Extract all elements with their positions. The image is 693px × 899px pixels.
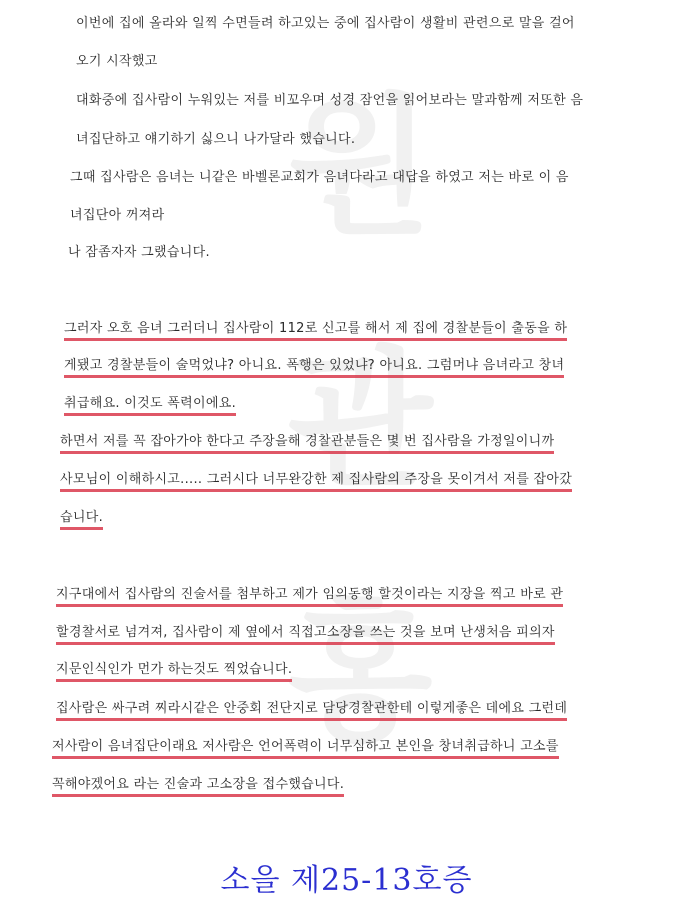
underlined-text-line: 습니다. xyxy=(60,510,103,530)
text-line: 녀집단하고 얘기하기 싫으니 나가달라 했습니다. xyxy=(76,132,356,147)
underlined-text-line: 꼭해야겠어요 라는 진술과 고소장을 접수했습니다. xyxy=(52,777,344,797)
underlined-text-line: 취급해요. 이것도 폭력이에요. xyxy=(64,396,236,416)
underlined-text-line: 저사람이 음녀집단이래요 저사람은 언어폭력이 너무심하고 본인을 창녀취급하니 고소를 xyxy=(52,739,559,759)
background-watermark xyxy=(150,40,570,800)
watermark-char: 홍 xyxy=(287,585,433,762)
watermark-char: 원 xyxy=(287,78,433,255)
underlined-text-line: 그러자 오호 음녀 그러더니 집사람이 112로 신고를 해서 제 집에 경찰분들이 출동을 하 xyxy=(64,321,567,341)
underlined-text-line: 지문인식인가 먼가 하는것도 찍었습니다. xyxy=(56,662,292,682)
text-line: 그때 집사람은 음녀는 니같은 바벨론교회가 음녀다라고 대답을 하였고 저는 바로 이 음 xyxy=(70,170,569,185)
underlined-text-line: 할경찰서로 넘겨져, 집사람이 제 옆에서 직접고소장을 쓰는 것을 보며 난생처음 피의자 xyxy=(56,625,555,645)
underlined-text-line: 게됐고 경찰분들이 술먹었냐? 아니요. 폭행은 있었냐? 아니요. 그럼머냐 음녀라고 창녀 xyxy=(64,358,564,378)
watermark-char: 관 xyxy=(287,331,433,508)
text-line: 대화중에 집사람이 누워있는 저를 비꼬우며 성경 잠언을 읽어보라는 말과함께 저또한 음 xyxy=(76,93,584,108)
underlined-text-line: 지구대에서 집사람의 진술서를 첨부하고 제가 임의동행 할것이라는 지장을 찍고 바로 관 xyxy=(56,587,563,607)
underlined-text-line: 사모님이 이해하시고..... 그러시다 너무완강한 제 집사람의 주장을 못이겨서 저를 잡아갔 xyxy=(60,472,572,492)
text-line: 오기 시작했고 xyxy=(76,54,158,69)
text-line: 녀집단아 꺼져라 xyxy=(70,208,165,223)
underlined-text-line: 집사람은 싸구려 찌라시같은 안중회 전단지로 담당경찰관한테 이렇게좋은 데에요 그런데 xyxy=(56,701,567,721)
text-line: 나 잠좀자자 그랬습니다. xyxy=(68,245,210,260)
underlined-text-line: 하면서 저를 꼭 잡아가야 한다고 주장을해 경찰관분들은 몇 번 집사람을 가정일이니까 xyxy=(60,434,554,454)
exhibit-label: 소을 제25-13호증 xyxy=(220,863,473,898)
text-line: 이번에 집에 올라와 일찍 수면들려 하고있는 중에 집사람이 생활비 관련으로 말을 걸어 xyxy=(76,16,575,31)
